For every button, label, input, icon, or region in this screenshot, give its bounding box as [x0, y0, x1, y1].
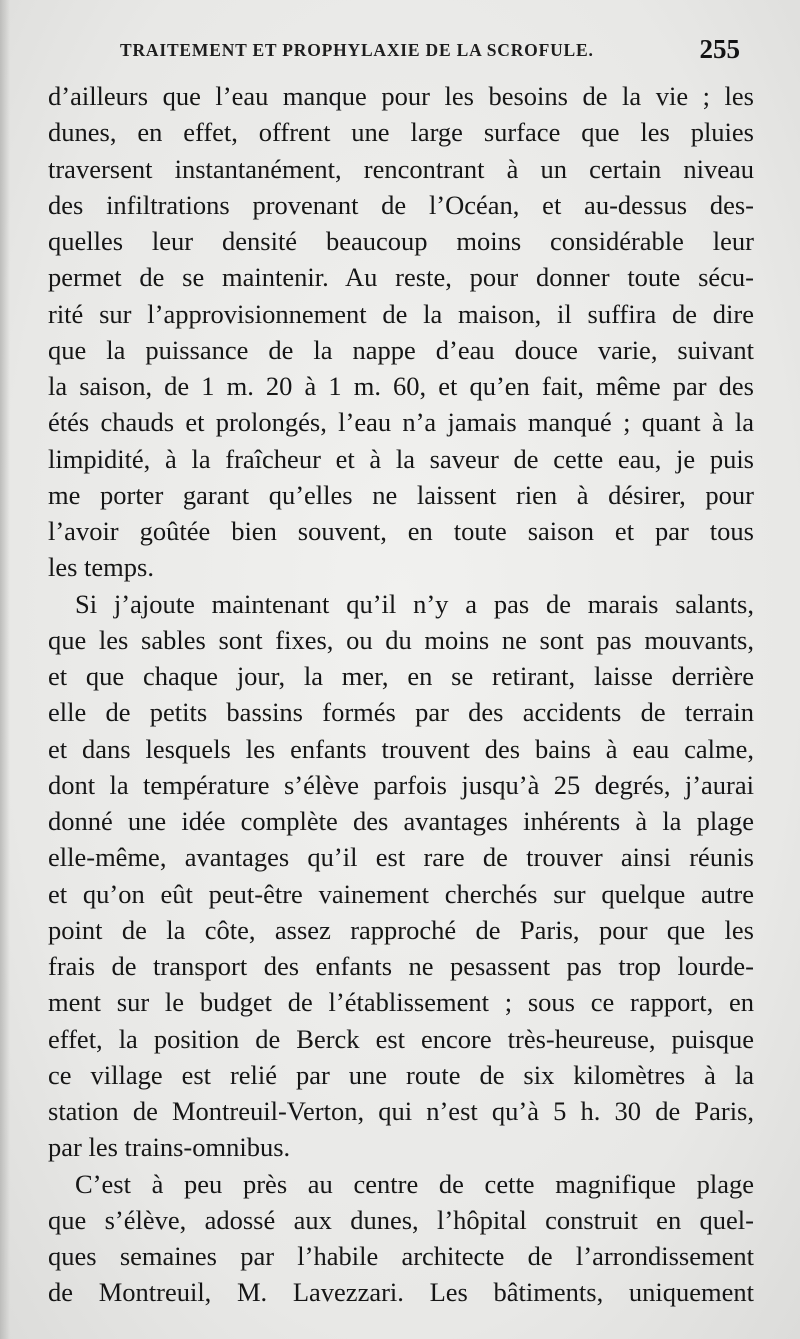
- text-line: et qu’on eût peut-être vainement cherchés sur quelque autre: [48, 878, 754, 909]
- text-line: de Montreuil, M. Lavezzari. Les bâtiments, uniquement: [48, 1277, 754, 1308]
- text-line: station de Montreuil-Verton, qui n’est qu’à 5 h. 30 de Paris,: [48, 1096, 754, 1126]
- text-line: les temps.: [48, 552, 154, 583]
- running-head: TRAITEMENT ET PROPHYLAXIE DE LA SCROFULE.: [120, 40, 594, 60]
- page-header: [120, 36, 740, 72]
- text-line: limpidité, à la fraîcheur et à la saveur de cette eau, je puis: [48, 443, 754, 474]
- text-line: l’avoir goûtée bien souvent, en toute saison et par tous: [48, 516, 754, 546]
- text-line: par les trains-omnibus.: [48, 1132, 291, 1163]
- text-line: que les sables sont fixes, ou du moins ne sont pas mouvants,: [48, 624, 754, 655]
- text-line: elle de petits bassins formés par des accidents de terrain: [48, 697, 754, 728]
- text-line: d’ailleurs que l’eau manque pour les besoins de la vie ; les: [48, 81, 754, 111]
- text-line: ce village est relié par une route de six kilomètres à la: [48, 1059, 754, 1090]
- page-number: 255: [699, 34, 740, 64]
- text-line: ques semaines par l’habile architecte de l’arrondissement: [48, 1241, 754, 1271]
- text-line: que la puissance de la nappe d’eau douce varie, suivant: [48, 334, 754, 365]
- text-line: et dans lesquels les enfants trouvent des bains à eau calme,: [48, 733, 754, 764]
- text-line: permet de se maintenir. Au reste, pour donner toute sécu-: [48, 262, 754, 293]
- body-text: [48, 78, 754, 1311]
- text-line: dont la température s’élève parfois jusqu’à 25 degrés, j’aurai: [48, 769, 754, 800]
- text-line: rité sur l’approvisionnement de la maison, il suffira de dire: [48, 298, 754, 329]
- text-line: donné une idée complète des avantages inhérents à la plage: [48, 806, 754, 836]
- text-line: effet, la position de Berck est encore très-heureuse, puisque: [48, 1023, 754, 1054]
- text-line: elle-même, avantages qu’il est rare de trouver ainsi réunis: [48, 842, 754, 873]
- text-line: traversent instantanément, rencontrant à un certain niveau: [48, 153, 754, 184]
- text-line: dunes, en effet, offrent une large surface que les pluies: [48, 117, 754, 148]
- text-line: que s’élève, adossé aux dunes, l’hôpital construit en quel-: [48, 1204, 754, 1235]
- text-line: me porter garant qu’elles ne laissent rien à désirer, pour: [48, 479, 754, 510]
- page-edge-shadow: [0, 0, 10, 1339]
- paragraph-first-line: Si j’ajoute maintenant qu’il n’y a pas de marais salants,: [75, 588, 754, 619]
- text-line: des infiltrations provenant de l’Océan, et au-dessus des-: [48, 189, 754, 220]
- text-line: quelles leur densité beaucoup moins considérable leur: [48, 226, 754, 256]
- text-line: et que chaque jour, la mer, en se retirant, laisse derrière: [48, 661, 754, 691]
- text-line: point de la côte, assez rapproché de Paris, pour que les: [48, 914, 754, 945]
- paragraph-first-line: C’est à peu près au centre de cette magnifique plage: [75, 1168, 754, 1199]
- text-line: ment sur le budget de l’établissement ; sous ce rapport, en: [48, 987, 754, 1018]
- text-line: étés chauds et prolongés, l’eau n’a jamais manqué ; quant à la: [48, 407, 754, 438]
- text-line: frais de transport des enfants ne pesassent pas trop lourde-: [48, 951, 754, 981]
- text-line: la saison, de 1 m. 20 à 1 m. 60, et qu’en fait, même par des: [48, 371, 754, 401]
